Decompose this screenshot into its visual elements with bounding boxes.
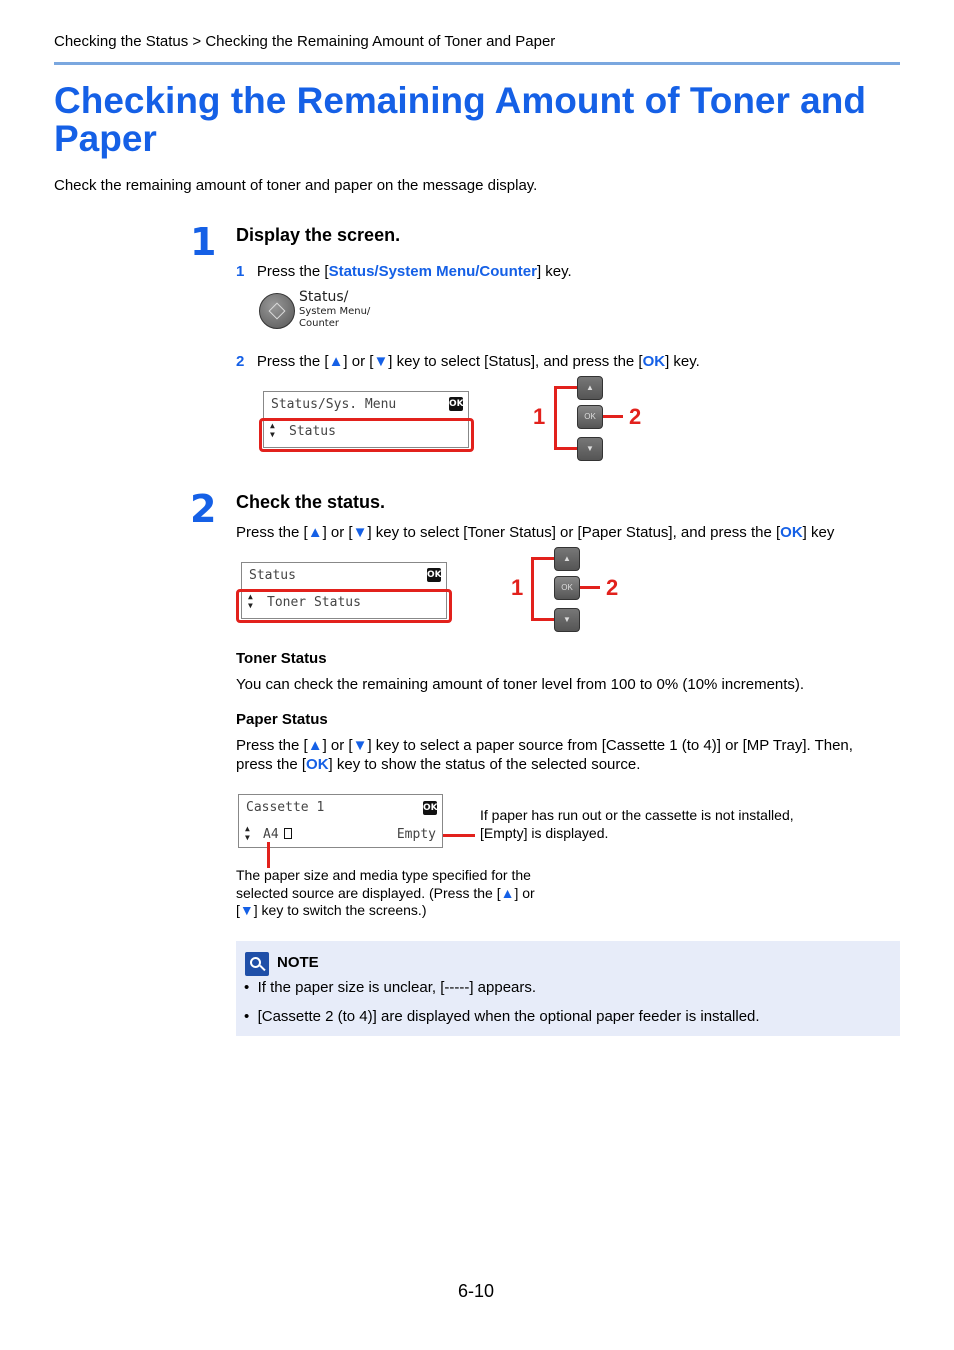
ok-badge: OK	[449, 399, 464, 409]
step-1-sub-2: 2 Press the [▲] or [▼] key to select [Status], and press the [OK] key.	[236, 353, 700, 370]
up-down-arrows-icon: ▲ ▼	[270, 421, 275, 439]
callout-1: 1	[511, 575, 524, 600]
step-1-heading: Display the screen.	[236, 225, 401, 245]
lcd-display-1: Status/Sys. Menu OK ▲ ▼ Status	[263, 391, 469, 448]
step-1-number: 1	[190, 220, 217, 264]
up-down-arrows-icon: ▲ ▼	[248, 592, 253, 610]
toner-status-heading: Toner Status	[236, 650, 327, 667]
paper-status-line-1: Press the [▲] or [▼] key to select a paper source from [Cassette 1 (to 4)] or [MP Tray]. Then,	[236, 737, 853, 754]
page-title: Checking the Remaining Amount of Toner and Paper	[54, 80, 866, 159]
step-2-text: Press the [▲] or [▼] key to select [Toner Status] or [Paper Status], and press the [OK] key	[236, 524, 835, 541]
callout-line	[603, 415, 623, 418]
toner-status-text: You can check the remaining amount of toner level from 100 to 0% (10% increments).	[236, 676, 805, 693]
status-key-label: Status/ System Menu/ Counter	[299, 289, 371, 329]
intro-text: Check the remaining amount of toner and paper on the message display.	[54, 177, 538, 194]
ok-badge: OK	[423, 803, 438, 813]
ok-key: OK	[577, 405, 603, 429]
note-label: NOTE	[277, 954, 319, 971]
status-key-button	[259, 293, 295, 329]
note-icon	[245, 952, 269, 976]
media-type-icon	[284, 828, 292, 839]
status-key-name: Status/System Menu/Counter	[328, 263, 537, 280]
paper-status-heading: Paper Status	[236, 711, 328, 728]
lcd-highlight-1	[259, 418, 474, 452]
header-rule	[54, 62, 900, 65]
callout-bracket	[554, 386, 577, 450]
callout-2: 2	[606, 575, 619, 600]
note-bullet-1: • If the paper size is unclear, [-----] appears.	[244, 979, 537, 996]
down-key: ▼	[577, 437, 603, 461]
down-key: ▼	[554, 608, 580, 632]
step-2-number: 2	[190, 487, 217, 531]
up-key: ▲	[577, 376, 603, 400]
ok-key: OK	[554, 576, 580, 600]
callout-line	[580, 586, 600, 589]
size-callout-text: The paper size and media type specified for the selected source are displayed. (Press the [▲] or [▼] key to switch the screens.)	[236, 867, 535, 918]
step-2-heading: Check the status.	[236, 492, 386, 512]
up-down-arrows-icon: ▲ ▼	[245, 824, 250, 842]
breadcrumb: Checking the Status > Checking the Remaining Amount of Toner and Paper	[54, 33, 556, 50]
empty-callout-text: If paper has run out or the cassette is not installed, [Empty] is displayed.	[480, 807, 794, 841]
note-box	[236, 941, 900, 1036]
up-key: ▲	[554, 547, 580, 571]
lcd-display-2: Status OK ▲ ▼ Toner Status	[241, 562, 447, 619]
sub-step-number: 1	[236, 263, 245, 280]
callout-1: 1	[533, 404, 546, 429]
callout-bracket	[531, 557, 554, 621]
paper-status-line-2: press the [OK] key to show the status of the selected source.	[236, 756, 641, 773]
status-key-icon	[269, 303, 286, 320]
step-1-sub-1: 1 Press the [Status/System Menu/Counter] key.	[236, 263, 572, 280]
ok-badge: OK	[427, 570, 442, 580]
callout-2: 2	[629, 404, 642, 429]
size-callout-line	[267, 842, 270, 868]
page-number: 6-10	[458, 1281, 495, 1301]
empty-callout-line	[443, 834, 475, 837]
lcd-highlight-2	[236, 589, 452, 623]
note-bullet-2: • [Cassette 2 (to 4)] are displayed when the optional paper feeder is installed.	[244, 1008, 760, 1025]
lcd-display-3: Cassette 1 OK ▲ ▼ A4 Empty	[238, 794, 443, 848]
